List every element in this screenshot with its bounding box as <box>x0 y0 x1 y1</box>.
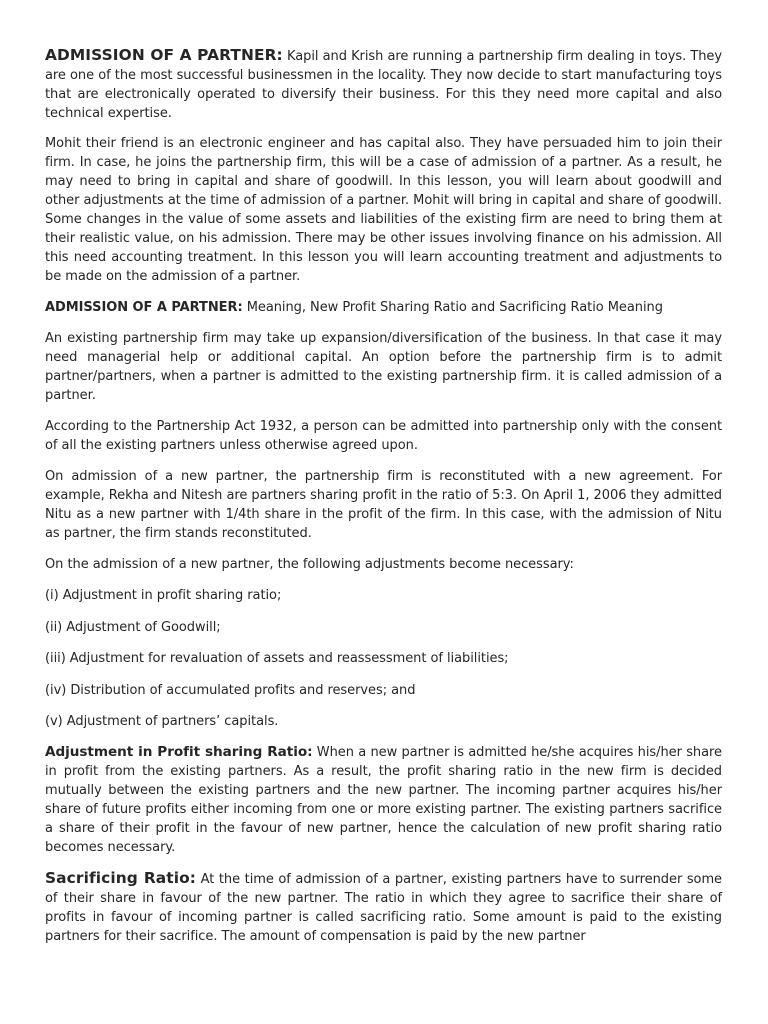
adjustment-list-item: (v) Adjustment of partners’ capitals. <box>45 713 279 729</box>
intro-text: Kapil and Krish are running a partnership firm dealing in toys. They are one of the most successful businessmen in the locality. They now decide to start manufacturing toys that are electronically operated to diversify their business. For this they need more capital and also technical expertise. <box>45 49 723 121</box>
document-page <box>45 46 722 958</box>
meaning-section-paragraph <box>45 298 722 317</box>
adjustments-intro-paragraph: On the admission of a new partner, the following adjustments become necessary: <box>45 557 574 572</box>
example-paragraph: On admission of a new partner, the partnership firm is reconstituted with a new agreement. For example, Rekha and Nitesh are partners sharing profit in the ratio of 5:3. On April 1, 2006 they admitted Nitu as a new partner with 1/4th share in the profit of the firm. In this case, with the admission of Nitu as partner, the firm stands reconstituted. <box>45 469 722 541</box>
profit-ratio-text: When a new partner is admitted he/she acquires his/her share in profit from the existing partners. As a result, the profit sharing ratio in the new firm is decided mutually between the existing partners and the new partner. The incoming partner acquires his/her share of future profits either incoming from one or more existing partner. The existing partners sacrifice a share of their profit in the favour of new partner, hence the calculation of new profit sharing ratio becomes necessary. <box>45 745 722 856</box>
sacrificing-ratio-text: At the time of admission of a partner, existing partners have to surrender some of their share in favour of the new partner. The ratio in which they agree to sacrifice their share of profits in favour of incoming partner is called sacrificing ratio. Some amount is paid to the existing partners for their sacrifice. The amount of compensation is paid by the new partner <box>45 872 723 945</box>
profit-ratio-paragraph <box>45 743 722 857</box>
partnership-act-paragraph: According to the Partnership Act 1932, a person can be admitted into partnership only with the consent of all the existing partners unless otherwise agreed upon. <box>45 419 722 453</box>
adjustment-list-item: (ii) Adjustment of Goodwill; <box>45 619 221 635</box>
intro-heading: ADMISSION OF A PARTNER: <box>45 46 283 64</box>
sacrificing-ratio-paragraph <box>45 869 722 946</box>
adjustment-list-item: (iii) Adjustment for revaluation of assets and reassessment of liabilities; <box>45 651 509 667</box>
adjustment-list-item: (i) Adjustment in profit sharing ratio; <box>45 588 282 604</box>
sacrificing-ratio-heading: Sacrificing Ratio: <box>45 869 197 888</box>
adjustment-list-item: (iv) Distribution of accumulated profits and reserves; and <box>45 682 416 698</box>
meaning-heading-text: Meaning, New Profit Sharing Ratio and Sacrificing Ratio Meaning <box>242 300 663 315</box>
mohit-paragraph: Mohit their friend is an electronic engineer and has capital also. They have persuaded him to join their firm. In case, he joins the partnership firm, this will be a case of admission of a partner. As a result, he may need to bring in capital and share of goodwill. In this lesson, you will learn about goodwill and other adjustments at the time of admission of a partner. Mohit will bring in capital and share of goodwill. Some changes in the value of some assets and liabilities of the existing firm are need to bring them at their realistic value, on his admission. There may be other issues involving finance on his admission. All this need accounting treatment. In this lesson you will learn accounting treatment and adjustments to be made on the admission of a partner. <box>45 136 722 284</box>
meaning-heading: ADMISSION OF A PARTNER: <box>45 300 243 315</box>
intro-paragraph <box>45 46 722 123</box>
existing-firm-paragraph: An existing partnership firm may take up expansion/diversification of the business. In that case it may need managerial help or additional capital. An option before the partnership firm is to admit partner/partners, when a partner is admitted to the existing partnership firm. it is called admission of a partner. <box>45 331 722 403</box>
profit-ratio-heading: Adjustment in Profit sharing Ratio: <box>45 744 313 761</box>
